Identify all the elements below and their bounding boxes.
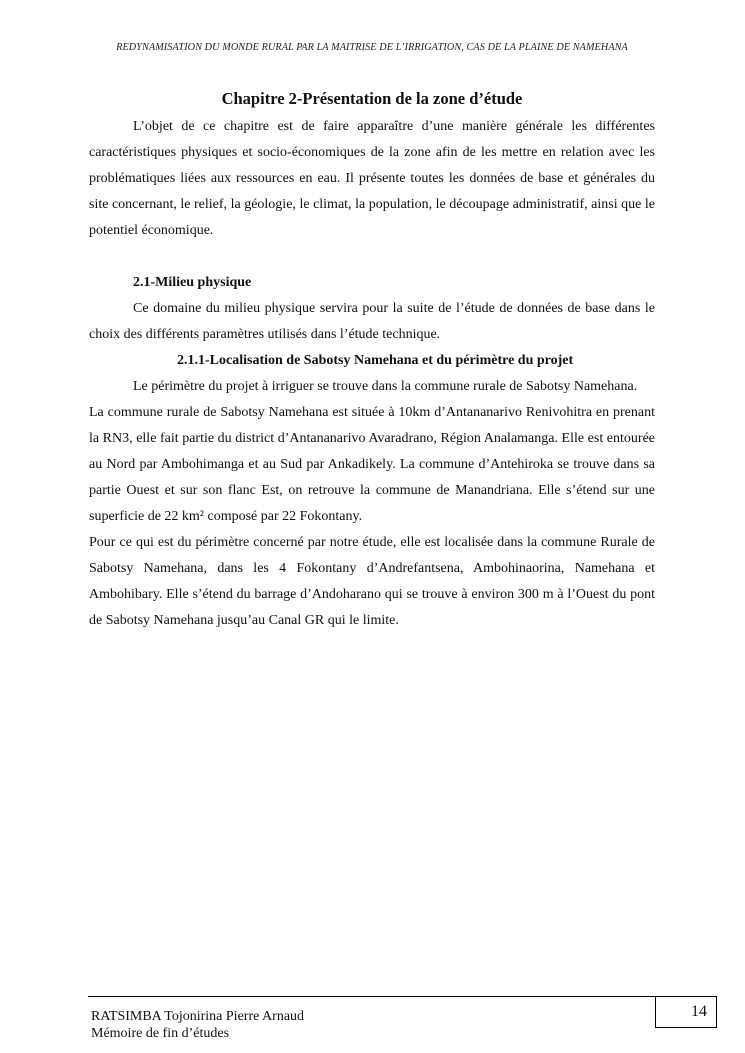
localisation-paragraph-3: Pour ce qui est du périmètre concerné par notre étude, elle est localisée dans la commune Rurale de Sabotsy Namehana, dans les 4 Fokontany d’Andrefantsena, Ambohinaorina, Namehana et Ambohibary. Elle s’étend du barrage d’Andoharano qui se trouve à environ 300 m à l’Ouest du pont de Sabotsy Namehana jusqu’au Canal GR qui le limite. [89, 535, 655, 628]
chapter-title: Chapitre 2-Présentation de la zone d’étude [221, 89, 523, 108]
localisation-paragraph-1: Le périmètre du projet à irriguer se trouve dans la commune rurale de Sabotsy Namehana. [133, 379, 638, 394]
spacer [89, 244, 655, 270]
section-heading-2-1-1: 2.1.1-Localisation de Sabotsy Namehana et du périmètre du projet [177, 353, 574, 368]
footer-subtitle: Mémoire de fin d’études [91, 1026, 230, 1041]
page-number: 14 [655, 996, 717, 1028]
footer [91, 1008, 304, 1042]
chapter-intro-paragraph: L’objet de ce chapitre est de faire apparaître d’une manière générale les différentes caractéristiques physiques et socio-économiques de la zone afin de les mettre en relation avec les problématiques liées aux ressources en eau. Il présente toutes les données de base et générales du site concernant, le relief, la géologie, le climat, la population, le découpage administratif, ainsi que le potentiel économique. [89, 119, 655, 238]
section-2-1-paragraph: Ce domaine du milieu physique servira pour la suite de l’étude de données de base dans le choix des différents paramètres utilisés dans l’étude technique. [89, 301, 655, 342]
section-heading-2-1: 2.1-Milieu physique [133, 275, 252, 290]
footer-divider [88, 996, 655, 997]
page-content [89, 86, 655, 634]
localisation-paragraph-2: La commune rurale de Sabotsy Namehana est située à 10km d’Antananarivo Renivohitra en prenant la RN3, elle fait partie du district d’Antananarivo Avaradrano, Région Analamanga. Elle est entourée au Nord par Ambohimanga et au Sud par Ankadikely. La commune d’Antehiroka se trouve dans sa partie Ouest et sur son flanc Est, on retrouve la commune de Manandriana. Elle s’étend sur une superficie de 22 km² composé par 22 Fokontany. [89, 405, 655, 524]
footer-author: RATSIMBA Tojonirina Pierre Arnaud [91, 1009, 305, 1024]
running-header: REDYNAMISATION DU MONDE RURAL PAR LA MAITRISE DE L’IRRIGATION, CAS DE LA PLAINE DE NAMEHANA [116, 42, 628, 53]
